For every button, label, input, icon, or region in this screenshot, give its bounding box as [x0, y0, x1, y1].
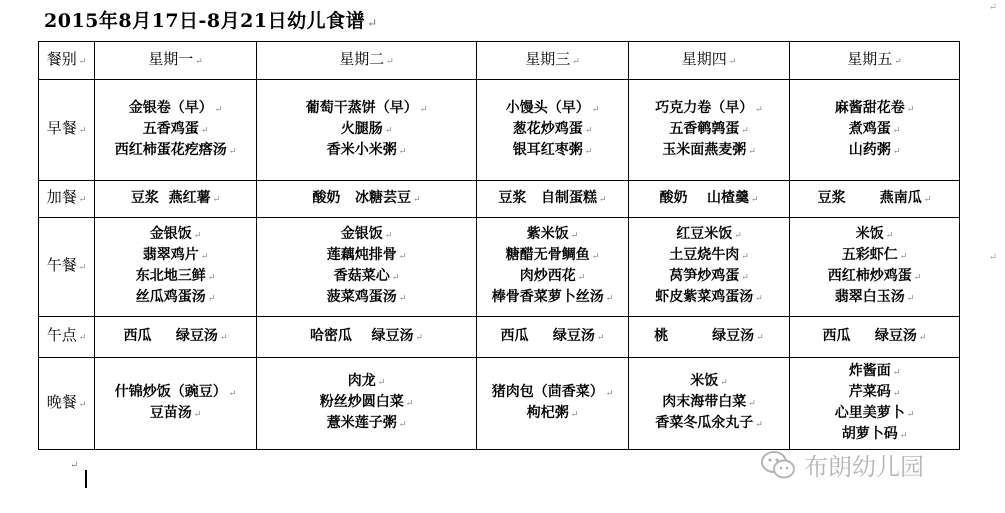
menu-cell[interactable] — [629, 181, 790, 218]
menu-cell[interactable] — [477, 358, 629, 450]
margin-mark: ↵ — [988, 252, 997, 263]
dish-item: 小馒头（早） ↵ — [477, 99, 628, 120]
dish-item: 翡翠鸡片 ↵ — [95, 246, 256, 267]
meal-label-cell[interactable] — [39, 218, 95, 317]
menu-cell[interactable] — [257, 317, 477, 358]
menu-table — [38, 41, 960, 450]
dish-item: 心里美萝卜 ↵ — [790, 404, 959, 425]
dish-item: 棒骨香菜萝卜丝汤 ↵ — [477, 288, 628, 309]
dish-item: 枸杞粥 ↵ — [477, 404, 628, 425]
dish-item: 豆浆 自制蛋糕 ↵ — [477, 189, 628, 210]
header-row — [39, 42, 960, 80]
watermark-text: 布朗幼儿园 — [804, 453, 924, 481]
dish-item: 玉米面燕麦粥 ↵ — [629, 141, 789, 162]
dish-item: 什锦炒饭（豌豆） ↵ — [95, 383, 256, 404]
dish-item: 粉丝炒圆白菜 ↵ — [257, 393, 476, 414]
dish-item: 豆浆 燕南瓜 ↵ — [790, 189, 959, 210]
meal-label-cell[interactable] — [39, 358, 95, 450]
dish-item: 五香鹌鹑蛋 ↵ — [629, 120, 789, 141]
day-header[interactable] — [477, 42, 629, 80]
dish-item: 桃 绿豆汤 ↵ — [629, 327, 789, 348]
day-label: 星期五 ↵ — [790, 50, 959, 72]
menu-cell[interactable] — [629, 317, 790, 358]
meal-row — [39, 218, 960, 317]
page-title — [44, 6, 378, 33]
dish-item: 米饭 ↵ — [790, 225, 959, 246]
day-label: 星期一 ↵ — [95, 50, 256, 72]
dish-item: 葱花炒鸡蛋 ↵ — [477, 120, 628, 141]
menu-cell[interactable] — [790, 218, 960, 317]
dish-item: 肉炒西花 ↵ — [477, 267, 628, 288]
dish-item: 五香鸡蛋 ↵ — [95, 120, 256, 141]
dish-item: 肉末海带白菜 ↵ — [629, 393, 789, 414]
meal-row — [39, 358, 960, 450]
day-label: 星期二 ↵ — [257, 50, 476, 72]
corner-cell[interactable] — [39, 42, 95, 80]
menu-cell[interactable] — [95, 358, 257, 450]
meal-label-cell[interactable] — [39, 181, 95, 218]
menu-cell[interactable] — [790, 317, 960, 358]
meal-row — [39, 181, 960, 218]
meal-label: 晚餐 ↵ — [39, 393, 94, 415]
meal-label-cell[interactable] — [39, 80, 95, 181]
meal-row — [39, 317, 960, 358]
dish-item: 煮鸡蛋 ↵ — [790, 120, 959, 141]
menu-cell[interactable] — [95, 80, 257, 181]
dish-item: 胡萝卜码 ↵ — [790, 425, 959, 446]
menu-cell[interactable] — [790, 181, 960, 218]
wechat-icon — [760, 450, 796, 480]
dish-item: 西瓜 绿豆汤 ↵ — [477, 327, 628, 348]
menu-cell[interactable] — [790, 80, 960, 181]
paragraph-mark: ↵ — [70, 460, 79, 471]
dish-item: 米饭 ↵ — [629, 372, 789, 393]
menu-cell[interactable] — [95, 218, 257, 317]
meal-label: 早餐 ↵ — [39, 119, 94, 141]
dish-item: 薏米莲子粥 ↵ — [257, 414, 476, 435]
dish-item: 香米小米粥 ↵ — [257, 141, 476, 162]
dish-item: 哈密瓜 绿豆汤 ↵ — [257, 327, 476, 348]
dish-item: 东北地三鲜 ↵ — [95, 267, 256, 288]
menu-cell[interactable] — [629, 80, 790, 181]
dish-item: 火腿肠 ↵ — [257, 120, 476, 141]
menu-cell[interactable] — [257, 358, 477, 450]
paragraph-mark: ↵ — [367, 16, 378, 30]
menu-cell[interactable] — [477, 80, 629, 181]
menu-cell[interactable] — [790, 358, 960, 450]
menu-cell[interactable] — [629, 218, 790, 317]
dish-item: 金银饭 ↵ — [257, 225, 476, 246]
dish-item: 豆苗汤 ↵ — [95, 404, 256, 425]
meal-label: 午点 ↵ — [39, 326, 94, 348]
menu-cell[interactable] — [257, 80, 477, 181]
meal-label: 午餐 ↵ — [39, 256, 94, 278]
day-header[interactable] — [95, 42, 257, 80]
dish-item: 西红柿蛋花疙瘩汤 ↵ — [95, 141, 256, 162]
menu-cell[interactable] — [257, 181, 477, 218]
menu-cell[interactable] — [95, 181, 257, 218]
dish-item: 香菜冬瓜氽丸子 ↵ — [629, 414, 789, 435]
dish-item: 西瓜 绿豆汤 ↵ — [790, 327, 959, 348]
dish-item: 紫米饭 ↵ — [477, 225, 628, 246]
dish-item: 莴笋炒鸡蛋 ↵ — [629, 267, 789, 288]
dish-item: 肉龙 ↵ — [257, 372, 476, 393]
dish-item: 芹菜码 ↵ — [790, 383, 959, 404]
dish-item: 炸酱面 ↵ — [790, 362, 959, 383]
dish-item: 丝瓜鸡蛋汤 ↵ — [95, 288, 256, 309]
dish-item: 菠菜鸡蛋汤 ↵ — [257, 288, 476, 309]
dish-item: 葡萄干蒸饼（早） ↵ — [257, 99, 476, 120]
menu-cell[interactable] — [95, 317, 257, 358]
meal-row — [39, 80, 960, 181]
menu-cell[interactable] — [257, 218, 477, 317]
dish-item: 金银饭 ↵ — [95, 225, 256, 246]
menu-cell[interactable] — [477, 317, 629, 358]
dish-item: 翡翠白玉汤 ↵ — [790, 288, 959, 309]
menu-cell[interactable] — [477, 181, 629, 218]
watermark — [760, 447, 924, 482]
day-label: 星期三 ↵ — [477, 50, 628, 72]
dish-item: 银耳红枣粥 ↵ — [477, 141, 628, 162]
day-label: 星期四 ↵ — [629, 50, 789, 72]
dish-item: 金银卷（早） ↵ — [95, 99, 256, 120]
dish-item: 酸奶 山楂羹 ↵ — [629, 189, 789, 210]
corner-label: 餐别 ↵ — [39, 50, 94, 72]
dish-item: 莲藕炖排骨 ↵ — [257, 246, 476, 267]
day-header[interactable] — [790, 42, 960, 80]
day-header[interactable] — [629, 42, 790, 80]
dish-item: 五彩虾仁 ↵ — [790, 246, 959, 267]
dish-item: 酸奶 冰糖芸豆 ↵ — [257, 189, 476, 210]
meal-label-cell[interactable] — [39, 317, 95, 358]
meal-label: 加餐 ↵ — [39, 188, 94, 210]
dish-item: 山药粥 ↵ — [790, 141, 959, 162]
dish-item: 西瓜 绿豆汤 ↵ — [95, 327, 256, 348]
dish-item: 猪肉包（茴香菜） ↵ — [477, 383, 628, 404]
dish-item: 虾皮紫菜鸡蛋汤 ↵ — [629, 288, 789, 309]
dish-item: 红豆米饭 ↵ — [629, 225, 789, 246]
dish-item: 西红柿炒鸡蛋 ↵ — [790, 267, 959, 288]
dish-item: 土豆烧牛肉 ↵ — [629, 246, 789, 267]
text-cursor — [85, 470, 87, 488]
menu-cell[interactable] — [629, 358, 790, 450]
title-text: 2015年8月17日-8月21日幼儿食谱 — [44, 10, 366, 32]
day-header[interactable] — [257, 42, 477, 80]
dish-item: 麻酱甜花卷 ↵ — [790, 99, 959, 120]
menu-cell[interactable] — [477, 218, 629, 317]
margin-mark: ↵ — [988, 2, 997, 13]
dish-item: 香菇菜心 ↵ — [257, 267, 476, 288]
dish-item: 豆浆 燕红薯 ↵ — [95, 189, 256, 210]
dish-item: 巧克力卷（早） ↵ — [629, 99, 789, 120]
dish-item: 糖醋无骨鲷鱼 ↵ — [477, 246, 628, 267]
menu-table-body — [39, 42, 960, 450]
